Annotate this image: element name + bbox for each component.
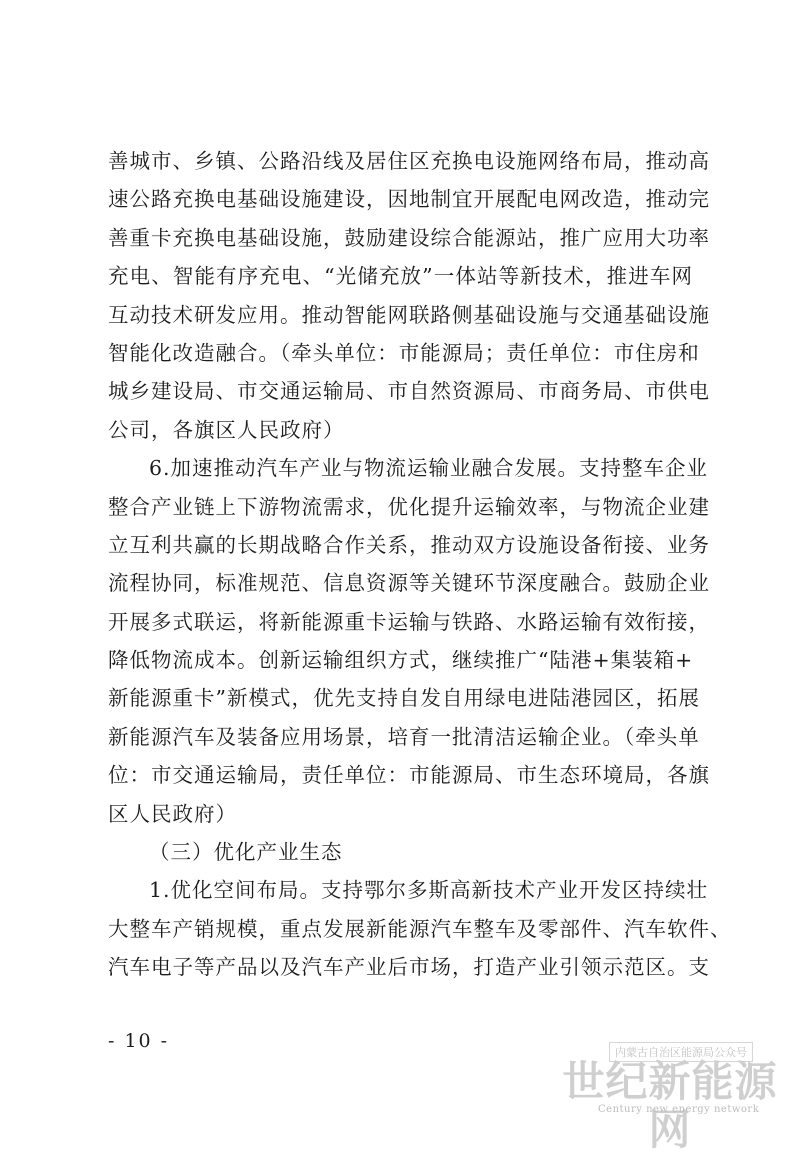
text-line: 城乡建设局、市交通运输局、市自然资源局、市商务局、市供电 [108, 379, 710, 404]
text-line: 新能源重卡”新模式，优先支持自发自用绿电进陆港园区，拓展 [108, 686, 700, 711]
text-line: 降低物流成本。创新运输组织方式，继续推广“陆港+集装箱+ [108, 648, 694, 673]
text-line: 流程协同，标准规范、信息资源等关键环节深度融合。鼓励企业 [108, 571, 710, 596]
paragraph-logistics [108, 449, 710, 833]
text-line: 开展多式联运，将新能源重卡运输与铁路、水路运输有效衔接， [108, 609, 710, 634]
text-line: 1.优化空间布局。支持鄂尔多斯高新技术产业开发区持续壮 [149, 878, 709, 903]
text-line: 公司，各旗区人民政府） [108, 417, 345, 442]
text-line: 整合产业链上下游物流需求，优化提升运输效率，与物流企业建 [108, 494, 710, 519]
text-line: 互动技术研发应用。推动智能网联路侧基础设施与交通基础设施 [108, 302, 710, 327]
text-line: 善城市、乡镇、公路沿线及居住区充换电设施网络布局，推动高 [108, 149, 710, 173]
text-line: 区人民政府） [108, 801, 237, 826]
text-line: 新能源汽车及装备应用场景，培育一批清洁运输企业。（牵头单 [108, 724, 700, 749]
document-body [108, 142, 732, 987]
paragraph-chargers [108, 142, 710, 449]
text-line: 6.加速推动汽车产业与物流运输业融合发展。支持整车企业 [149, 456, 709, 481]
text-line: 智能化改造融合。（牵头单位：市能源局；责任单位：市住房和 [108, 340, 700, 365]
text-line: 速公路充换电基础设施建设，因地制宜开展配电网改造，推动完 [108, 187, 710, 212]
text-line: 位：市交通运输局，责任单位：市能源局、市生态环境局，各旗 [108, 763, 710, 788]
watermark-logo: 世纪新能源网 [562, 1057, 778, 1154]
section-heading: （三）优化产业生态 [149, 840, 343, 865]
text-line: 善重卡充换电基础设施，鼓励建设综合能源站，推广应用大功率 [108, 225, 710, 250]
watermark-source-label: 内蒙古自治区能源局公众号 [609, 1042, 753, 1062]
page-number: - 10 - [108, 1030, 170, 1052]
watermark-subtitle: Century new energy network [598, 1104, 760, 1115]
paragraph-spatial-layout [108, 871, 732, 986]
text-line: 充电、智能有序充电、“光储充放”一体站等新技术，推进车网 [108, 264, 693, 289]
text-line: 立互利共赢的长期战略合作关系，推动双方设施设备衔接、业务 [108, 532, 710, 557]
text-line: 汽车电子等产品以及汽车产业后市场，打造产业引领示范区。支 [108, 955, 710, 980]
text-line: 大整车产销规模，重点发展新能源汽车整车及零部件、汽车软件、 [108, 916, 732, 941]
